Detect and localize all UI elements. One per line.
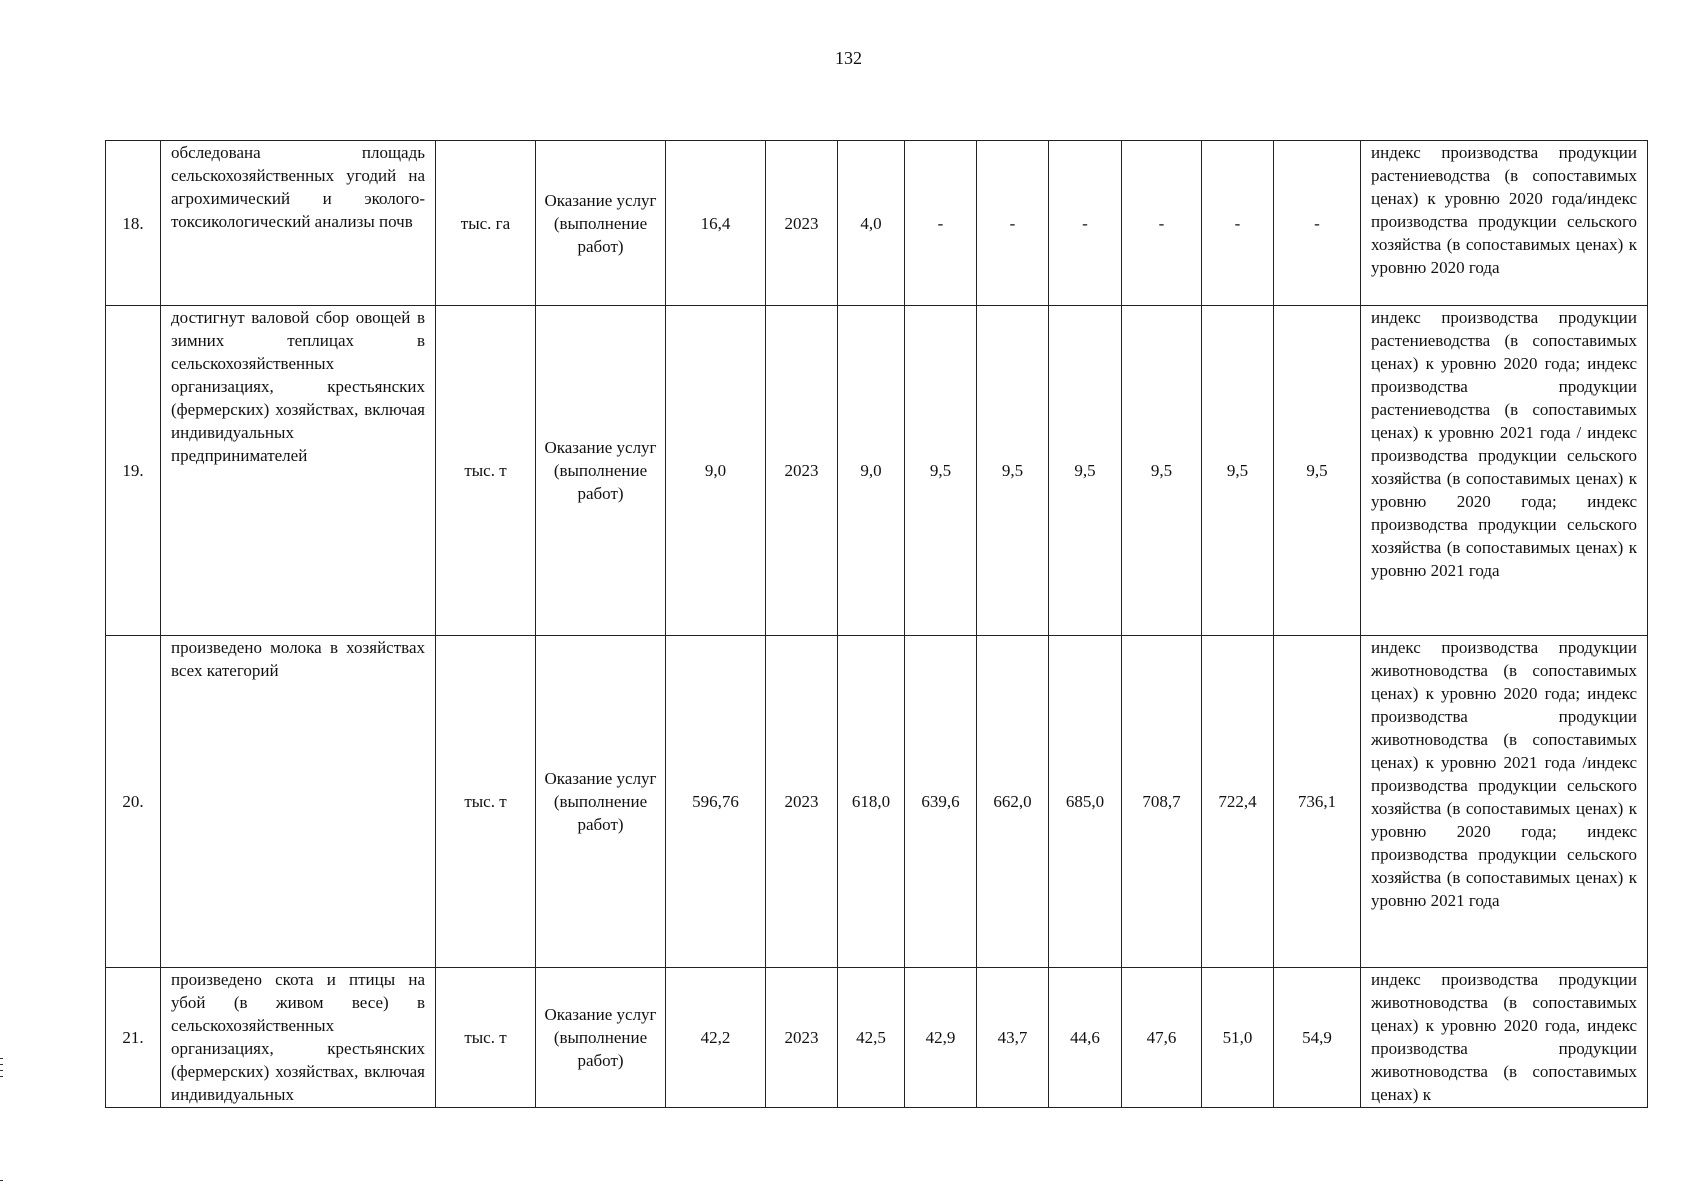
row-number: 18.	[106, 141, 161, 306]
value-cell: -	[977, 141, 1049, 306]
value-cell: 9,0	[838, 306, 905, 636]
value-cell: 42,5	[838, 968, 905, 1108]
value-cell: -	[1202, 141, 1274, 306]
value-cell: 43,7	[977, 968, 1049, 1108]
value-cell: 9,5	[977, 306, 1049, 636]
unit-cell: тыс. т	[436, 636, 536, 968]
value-cell: 736,1	[1274, 636, 1361, 968]
indicators-table	[105, 140, 1648, 1108]
indicator-description: произведено скота и птицы на убой (в живом весе) в сельскохозяйственных организациях, крестьянских (фермерских) хозяйствах, включая индивидуальных	[161, 968, 436, 1108]
type-cell: Оказание услуг (выполнение работ)	[536, 636, 666, 968]
value-cell: 4,0	[838, 141, 905, 306]
value-cell: -	[1049, 141, 1122, 306]
base-value-cell: 42,2	[666, 968, 766, 1108]
unit-cell: тыс. га	[436, 141, 536, 306]
type-cell: Оказание услуг (выполнение работ)	[536, 141, 666, 306]
value-cell: 9,5	[1122, 306, 1202, 636]
table-row	[106, 968, 1648, 1108]
scan-margin-marks	[0, 1058, 3, 1082]
type-cell: Оказание услуг (выполнение работ)	[536, 306, 666, 636]
base-year-cell: 2023	[766, 636, 838, 968]
base-year-cell: 2023	[766, 141, 838, 306]
value-cell: 639,6	[905, 636, 977, 968]
value-cell: 51,0	[1202, 968, 1274, 1108]
table-row	[106, 141, 1648, 306]
base-value-cell: 16,4	[666, 141, 766, 306]
base-year-cell: 2023	[766, 968, 838, 1108]
value-cell: 54,9	[1274, 968, 1361, 1108]
page-number: 132	[835, 48, 862, 68]
value-cell: -	[1274, 141, 1361, 306]
value-cell: 618,0	[838, 636, 905, 968]
value-cell: -	[1122, 141, 1202, 306]
value-cell: 722,4	[1202, 636, 1274, 968]
value-cell: 9,5	[1049, 306, 1122, 636]
relation-to-target-cell: индекс производства продукции животноводства (в сопоставимых ценах) к уровню 2020 года; индекс производства продукции животноводства (в сопоставимых ценах) к уровню 2021 года /индекс производства продукции сельского хозяйства (в сопоставимых ценах) к уровню 2020 года; индекс производства продукции сельского хозяйства (в сопоставимых ценах) к уровню 2021 года	[1361, 636, 1648, 968]
unit-cell: тыс. т	[436, 306, 536, 636]
relation-to-target-cell: индекс производства продукции животноводства (в сопоставимых ценах) к уровню 2020 года, индекс производства продукции животноводства (в сопоставимых ценах) к	[1361, 968, 1648, 1108]
value-cell: 662,0	[977, 636, 1049, 968]
base-value-cell: 9,0	[666, 306, 766, 636]
value-cell: 9,5	[905, 306, 977, 636]
base-value-cell: 596,76	[666, 636, 766, 968]
type-cell: Оказание услуг (выполнение работ)	[536, 968, 666, 1108]
row-number: 21.	[106, 968, 161, 1108]
unit-cell: тыс. т	[436, 968, 536, 1108]
indicator-description: произведено молока в хозяйствах всех категорий	[161, 636, 436, 968]
table-row	[106, 636, 1648, 968]
relation-to-target-cell: индекс производства продукции растениеводства (в сопоставимых ценах) к уровню 2020 года/индекс производства продукции сельского хозяйства (в сопоставимых ценах) к уровню 2020 года	[1361, 141, 1648, 306]
value-cell: 47,6	[1122, 968, 1202, 1108]
base-year-cell: 2023	[766, 306, 838, 636]
value-cell: -	[905, 141, 977, 306]
indicator-description: обследована площадь сельскохозяйственных угодий на агрохимический и эколого-токсикологический анализы почв	[161, 141, 436, 306]
value-cell: 685,0	[1049, 636, 1122, 968]
relation-to-target-cell: индекс производства продукции растениеводства (в сопоставимых ценах) к уровню 2020 года; индекс производства продукции растениеводства (в сопоставимых ценах) к уровню 2021 года / индекс производства продукции сельского хозяйства (в сопоставимых ценах) к уровню 2020 года; индекс производства продукции сельского хозяйства (в сопоставимых ценах) к уровню 2021 года	[1361, 306, 1648, 636]
value-cell: 9,5	[1202, 306, 1274, 636]
row-number: 20.	[106, 636, 161, 968]
table-row	[106, 306, 1648, 636]
indicator-description: достигнут валовой сбор овощей в зимних теплицах в сельскохозяйственных организациях, крестьянских (фермерских) хозяйствах, включая индивидуальных предпринимателей	[161, 306, 436, 636]
value-cell: 708,7	[1122, 636, 1202, 968]
value-cell: 44,6	[1049, 968, 1122, 1108]
value-cell: 42,9	[905, 968, 977, 1108]
value-cell: 9,5	[1274, 306, 1361, 636]
row-number: 19.	[106, 306, 161, 636]
